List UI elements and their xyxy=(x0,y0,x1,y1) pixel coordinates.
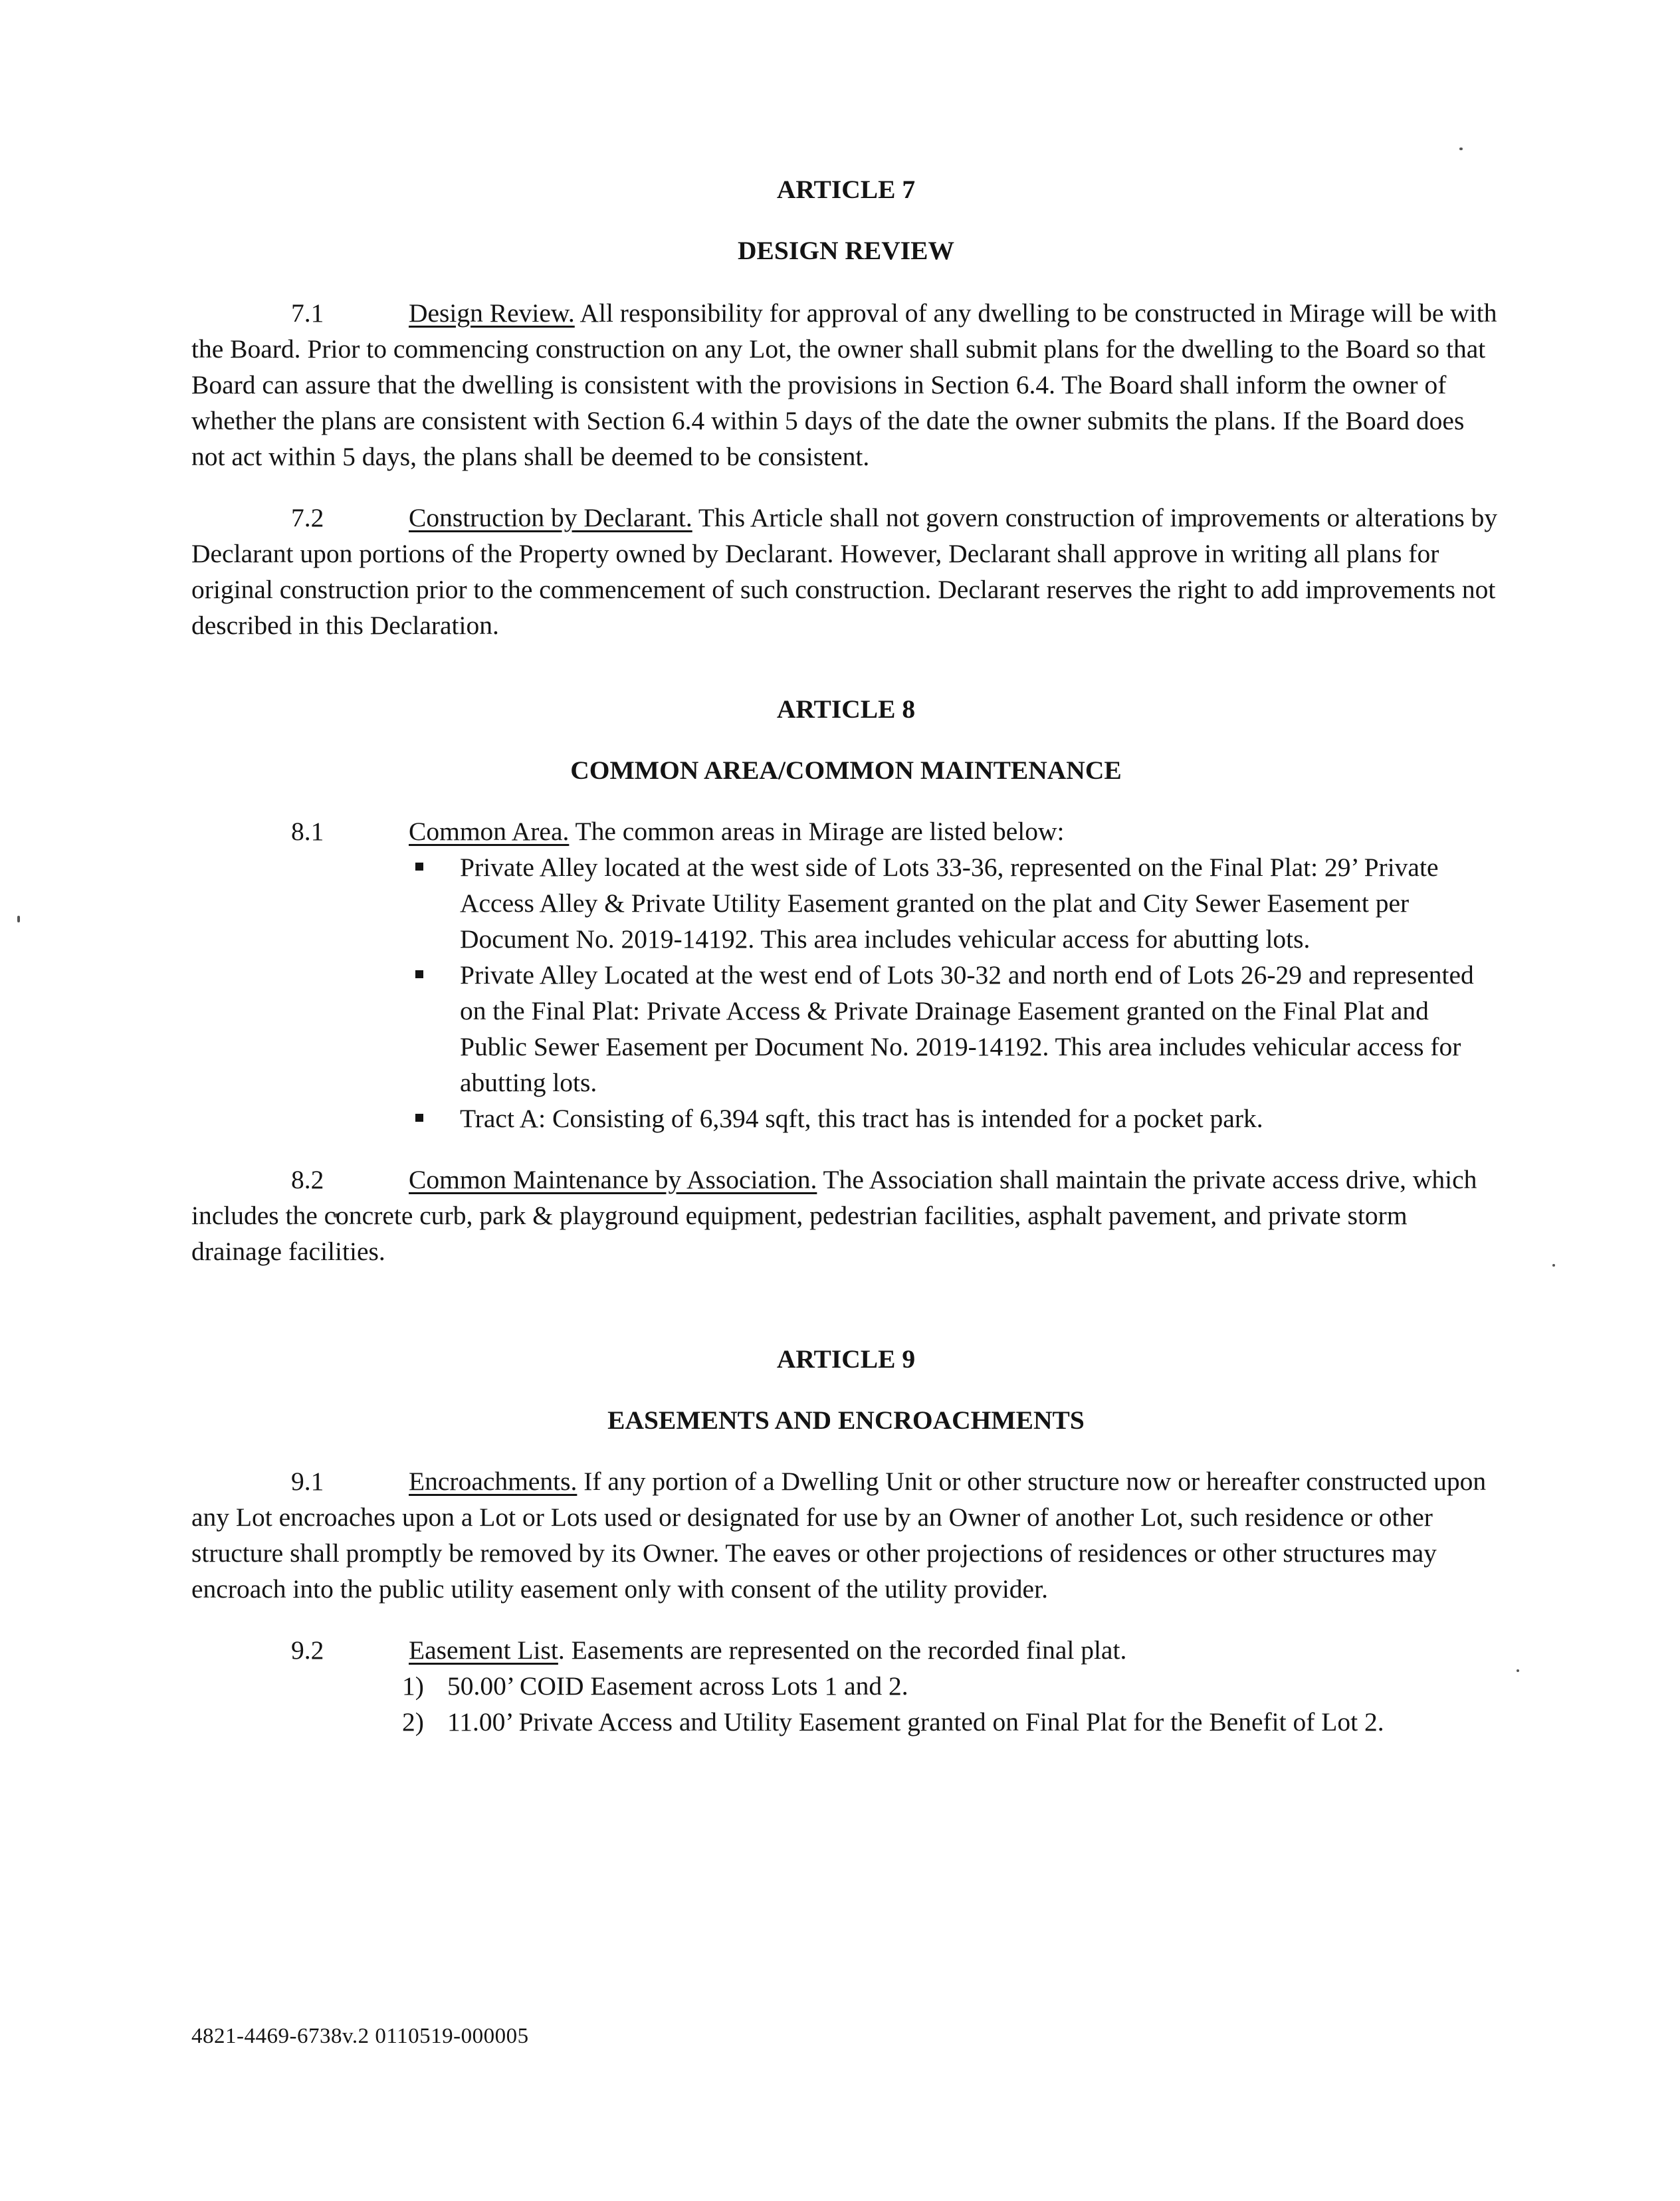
list-item-number: 2) xyxy=(402,1707,424,1736)
section-8-2 xyxy=(191,1162,1501,1269)
section-text: If any portion of a Dwelling Unit or other structure now or hereafter constructed upon any Lot encroaches upon a Lot or Lots used or designated for use by an Owner of another Lot, such residence or other structure shall promptly be removed by its Owner. The eaves or other projections of residences or other structures may encroach into the public utility easement only with consent of the utility provider. xyxy=(191,1467,1487,1604)
document-footer-id: 4821-4469-6738v.2 0110519-000005 xyxy=(191,2024,529,2048)
section-caption: Encroachments. xyxy=(409,1467,578,1496)
section-9-2 xyxy=(191,1632,1501,1668)
section-number: 9.2 xyxy=(291,1635,324,1665)
list-item-number: 1) xyxy=(402,1671,424,1701)
section-text: . Easements are represented on the recorded final plat. xyxy=(558,1635,1127,1665)
list-item-text: Private Alley Located at the west end of Lots 30-32 and north end of Lots 26-29 and represented on the Final Plat: Private Access & Private Drainage Easement granted on the Final Plat and Public Sewer Easement per Document No. 2019-14192. This area includes vehicular access for abutting lots. xyxy=(460,960,1474,1097)
section-text: The Association shall maintain the private access drive, which includes the concrete curb, park & playground equipment, pedestrian facilities, asphalt pavement, and private storm drainage facilities. xyxy=(191,1165,1477,1266)
article-7-title: DESIGN REVIEW xyxy=(738,236,954,265)
section-number: 8.1 xyxy=(291,817,324,846)
section-7-2 xyxy=(191,500,1501,643)
section-text: The common areas in Mirage are listed below: xyxy=(569,817,1065,846)
section-number: 7.1 xyxy=(291,298,324,328)
list-item xyxy=(402,1704,1501,1740)
list-item xyxy=(409,1100,1501,1136)
article-8-title: COMMON AREA/COMMON MAINTENANCE xyxy=(570,756,1122,785)
article-8-heading: ARTICLE 8 xyxy=(776,694,916,724)
section-number: 8.2 xyxy=(291,1165,324,1194)
scan-speck xyxy=(1517,1669,1519,1672)
section-caption: Easement List xyxy=(409,1635,558,1665)
document-body xyxy=(191,171,1501,1740)
scan-speck xyxy=(17,916,20,922)
scan-speck xyxy=(1459,148,1463,150)
common-area-list xyxy=(191,849,1501,1136)
section-caption: Common Maintenance by Association. xyxy=(409,1165,817,1194)
easement-list xyxy=(191,1668,1501,1740)
section-8-1 xyxy=(191,813,1501,849)
list-item-text: Private Alley located at the west side of Lots 33-36, represented on the Final Plat: 29’ Private Access Alley & Private Utility Easement granted on the plat and City Sewer Easement per Document No. 2019-14192. This area includes vehicular access for abutting lots. xyxy=(460,853,1439,954)
list-item-text: 50.00’ COID Easement across Lots 1 and 2. xyxy=(447,1671,908,1701)
bullet-square-icon xyxy=(415,1114,423,1122)
section-caption: Design Review. xyxy=(409,298,575,328)
section-text: This Article shall not govern construction of improvements or alterations by Declarant upon portions of the Property owned by Declarant. However, Declarant shall approve in writing all plans for original construction prior to the commencement of such construction. Declarant reserves the right to add improvements not described in this Declaration. xyxy=(191,503,1498,640)
bullet-square-icon xyxy=(415,970,423,978)
article-7-heading: ARTICLE 7 xyxy=(776,175,916,204)
article-9-title: EASEMENTS AND ENCROACHMENTS xyxy=(607,1406,1085,1435)
article-9-heading: ARTICLE 9 xyxy=(776,1344,916,1374)
scan-speck xyxy=(1552,1264,1555,1267)
list-item xyxy=(402,1668,1501,1704)
bullet-square-icon xyxy=(415,863,423,871)
section-text: All responsibility for approval of any dwelling to be constructed in Mirage will be with the Board. Prior to commencing construction on any Lot, the owner shall submit plans for the dwelling to the Board so that Board can assure that the dwelling is consistent with the provisions in Section 6.4. The Board shall inform the owner of whether the plans are consistent with Section 6.4 within 5 days of the date the owner submits the plans. If the Board does not act within 5 days, the plans shall be deemed to be consistent. xyxy=(191,298,1497,471)
section-number: 7.2 xyxy=(291,503,324,532)
section-caption: Common Area. xyxy=(409,817,570,846)
section-caption: Construction by Declarant. xyxy=(409,503,692,532)
section-number: 9.1 xyxy=(291,1467,324,1496)
section-9-1 xyxy=(191,1463,1501,1607)
list-item-text: Tract A: Consisting of 6,394 sqft, this tract has is intended for a pocket park. xyxy=(460,1104,1263,1133)
section-7-1 xyxy=(191,295,1501,474)
list-item xyxy=(409,849,1501,957)
list-item-text: 11.00’ Private Access and Utility Easement granted on Final Plat for the Benefit of Lot 2. xyxy=(447,1707,1384,1736)
list-item xyxy=(409,957,1501,1100)
